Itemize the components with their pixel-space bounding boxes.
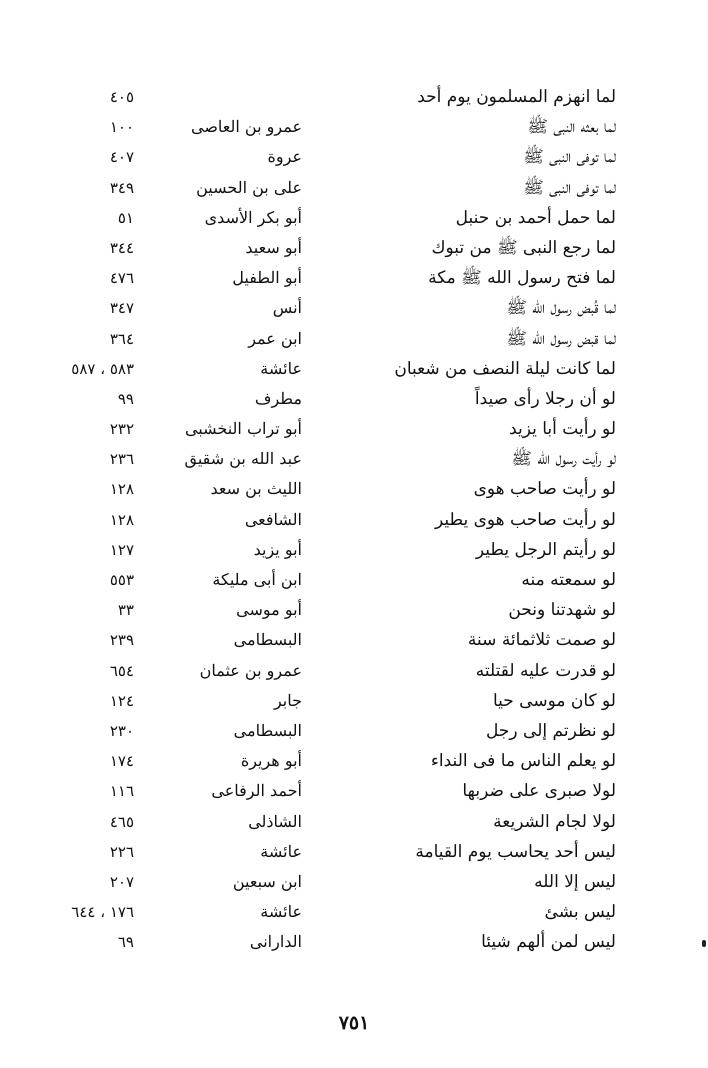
index-row: [0, 263, 708, 293]
narrator-name: عائشة: [260, 358, 302, 378]
index-row: [0, 354, 708, 384]
index-row: [0, 414, 708, 444]
hadith-phrase: ليس لمن ألهم شيئا: [481, 932, 616, 953]
hadith-phrase: لو رأيت أبا يزيد: [509, 419, 616, 440]
hadith-phrase: لو رأيت صاحب هوى: [473, 479, 616, 500]
page-references: ١٢٨: [109, 480, 134, 499]
index-row: [0, 837, 708, 867]
narrator-name: أبو موسى: [236, 600, 302, 620]
narrator-name: عمرو بن العاصى: [191, 117, 302, 137]
page-references: ١٠٠: [109, 118, 134, 137]
hadith-phrase: لولا صبرى على ضربها: [462, 781, 616, 802]
page-references: ٦٥٤: [109, 661, 134, 680]
page-references: ٤٠٥: [109, 88, 134, 106]
hadith-phrase: ليس بشئ: [544, 902, 616, 923]
index-row: [0, 444, 708, 474]
narrator-name: عائشة: [260, 902, 302, 922]
page-references: ١٧٤: [109, 752, 134, 771]
index-row: [0, 867, 708, 897]
index-row: [0, 203, 708, 233]
page-references: ١٢٤: [109, 691, 134, 710]
hadith-phrase: لو رأيتم الرجل يطير: [475, 539, 616, 560]
index-row: [0, 776, 708, 806]
page-references: ١٢٧: [109, 540, 134, 559]
narrator-name: البسطامى: [233, 630, 302, 650]
narrator-name: أبو هريرة: [240, 751, 302, 771]
narrator-name: الليث بن سعد: [210, 479, 302, 499]
page-references: ١١٦: [109, 782, 134, 801]
index-row: [0, 656, 708, 686]
page-references: ٢٠٧: [109, 872, 134, 891]
page-references: ٣٤٧: [109, 299, 134, 318]
narrator-name: الشافعى: [244, 509, 302, 529]
hadith-phrase: لو سمعته منه: [521, 570, 616, 590]
page-references: ٢٣٩: [109, 631, 134, 650]
narrator-name: أبو الطفيل: [232, 268, 302, 288]
hadith-phrase: لما توفى النبى ﷺ: [523, 177, 616, 198]
hadith-phrase: لما انهزم المسلمون يوم أحد: [417, 87, 616, 107]
page-references: ٢٣٠: [109, 721, 134, 740]
index-row: [0, 112, 708, 142]
hadith-phrase: لما فتح رسول الله ﷺ مكة: [428, 268, 616, 289]
hadith-phrase: لما قُبض رسول الله ﷺ: [506, 298, 616, 319]
narrator-name: مطرف: [254, 388, 302, 408]
index-row: [0, 505, 708, 535]
hadith-phrase: لو يعلم الناس ما فى النداء: [430, 751, 616, 772]
narrator-name: عائشة: [260, 841, 302, 861]
index-row: [0, 233, 708, 263]
index-row: [0, 324, 708, 354]
hadith-phrase: ليس أحد يحاسب يوم القيامة: [415, 841, 616, 862]
page-references: ٥٥٣: [109, 571, 134, 589]
hadith-phrase: لو كان موسى حيا: [492, 690, 616, 711]
narrator-name: أبو يزيد: [253, 539, 302, 559]
index-row: [0, 474, 708, 504]
hadith-phrase: لما رجع النبى ﷺ من تبوك: [431, 237, 616, 258]
scan-speck: [702, 940, 706, 947]
page-references: ٥١: [117, 208, 134, 227]
page-references: ٢٢٦: [109, 842, 134, 861]
narrator-name: أبو سعيد: [245, 237, 302, 257]
hadith-phrase: لما بعثه النبى ﷺ: [527, 117, 616, 138]
hadith-phrase: ليس إلا الله: [534, 871, 616, 892]
narrator-name: عبد الله بن شقيق: [184, 449, 302, 469]
page-references: ٤٠٧: [109, 148, 134, 167]
page-references: ٦٩: [117, 933, 134, 952]
narrator-name: جابر: [273, 690, 302, 710]
narrator-name: عروة: [267, 147, 302, 167]
index-row: [0, 565, 708, 595]
page-references: ٥٨٣ ، ٥٨٧: [71, 359, 134, 378]
index-row: [0, 625, 708, 655]
hadith-index-table: [0, 82, 708, 957]
hadith-phrase: لو رأيت صاحب هوى يطير: [435, 509, 616, 530]
hadith-phrase: لما قبض رسول الله ﷺ: [506, 328, 616, 349]
index-row: [0, 686, 708, 716]
narrator-name: على بن الحسين: [196, 177, 302, 197]
hadith-phrase: لما كانت ليلة النصف من شعبان: [394, 358, 616, 379]
index-row: [0, 535, 708, 565]
narrator-name: ابن سبعين: [232, 871, 302, 891]
index-row: [0, 716, 708, 746]
index-row: [0, 927, 708, 957]
narrator-name: [162, 82, 302, 112]
page-references: ٣٤٩: [109, 178, 134, 197]
page-references: ١٢٨: [109, 510, 134, 529]
narrator-name: البسطامى: [233, 720, 302, 740]
page-references: ١٧٦ ، ٦٤٤: [71, 903, 134, 922]
narrator-name: الشاذلى: [248, 811, 302, 831]
index-row: [0, 384, 708, 414]
index-row: [0, 82, 708, 112]
narrator-name: أبو تراب النخشبى: [184, 419, 302, 439]
narrator-name: ابن عمر: [248, 328, 302, 348]
hadith-phrase: لو نظرتم إلى رجل: [486, 720, 616, 741]
hadith-phrase: لو أن رجلا رأى صيداً: [474, 388, 616, 409]
narrator-name: عمرو بن عثمان: [199, 660, 302, 680]
hadith-phrase: لو رأيت رسول الله ﷺ: [511, 449, 616, 470]
page-references: ٢٣٢: [109, 420, 134, 439]
narrator-name: أنس: [272, 298, 302, 318]
page-references: ٩٩: [117, 389, 134, 408]
index-row: [0, 746, 708, 776]
index-row: [0, 897, 708, 927]
hadith-phrase: لما توفى النبى ﷺ: [523, 147, 616, 168]
index-row: [0, 595, 708, 625]
narrator-name: أبو بكر الأسدى: [204, 207, 302, 227]
page-number: ٧٥١: [338, 1012, 370, 1034]
hadith-phrase: لو شهدتنا ونحن: [508, 600, 616, 621]
narrator-name: ابن أبى مليكة: [212, 570, 302, 589]
index-row: [0, 807, 708, 837]
index-row: [0, 173, 708, 203]
page-references: ٢٣٦: [109, 450, 134, 469]
page-references: ٣٦٤: [109, 329, 134, 348]
narrator-name: أحمد الرفاعى: [211, 781, 302, 801]
page-references: ٤٧٦: [109, 269, 134, 288]
hadith-phrase: لو صمت ثلاثمائة سنة: [467, 630, 616, 651]
narrator-name: الدارانى: [249, 932, 302, 952]
hadith-phrase: لو قدرت عليه لقتلته: [475, 660, 616, 681]
hadith-phrase: لما حمل أحمد بن حنبل: [455, 207, 616, 228]
page-references: ٣٤٤: [109, 238, 134, 257]
hadith-phrase: لولا لجام الشريعة: [493, 811, 616, 832]
index-row: [0, 293, 708, 323]
index-row: [0, 142, 708, 172]
page-references: ٤٦٥: [109, 812, 134, 831]
page-references: ٣٣: [117, 601, 134, 620]
